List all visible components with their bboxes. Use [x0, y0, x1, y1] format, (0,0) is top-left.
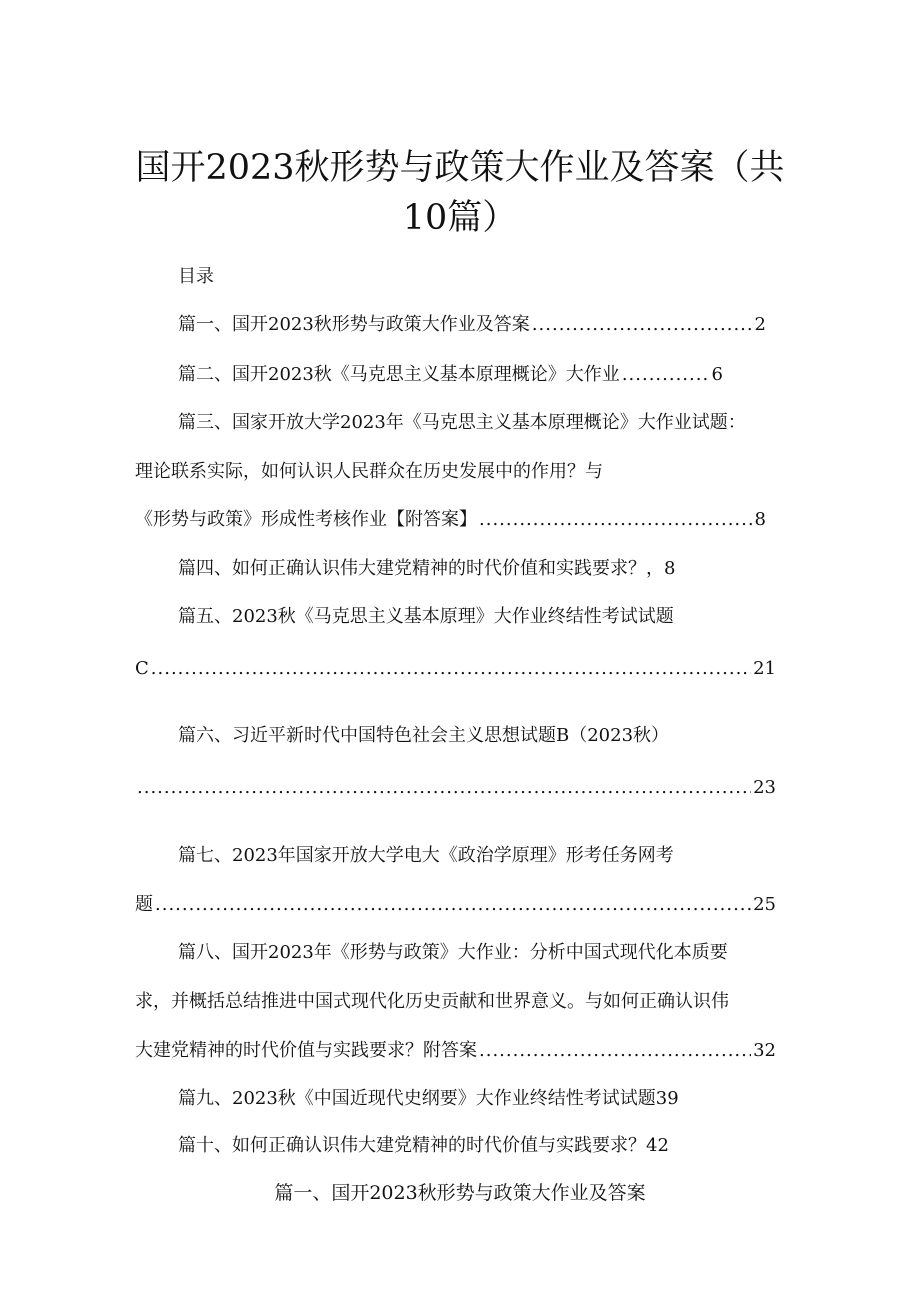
toc-entry-6-line1[interactable]: 篇六、习近平新时代中国特色社会主义思想试题B（2023秋）	[178, 725, 670, 746]
toc-entry-5-line1[interactable]: 篇五、2023秋《马克思主义基本原理》大作业终结性考试试题	[178, 606, 674, 627]
toc-entry-8-text: 大建党精神的时代价值与实践要求？附答案	[135, 1040, 477, 1061]
toc-entry-6-line2[interactable]	[135, 775, 776, 801]
toc-entry-8-page: 32	[753, 1040, 776, 1061]
toc-entry-3-page: 8	[754, 509, 766, 530]
toc-entry-1-text: 篇一、国开2023秋形势与政策大作业及答案	[178, 314, 530, 335]
toc-leader-dots	[532, 312, 753, 338]
document-title-line1: 国开2023秋形势与政策大作业及答案（共	[135, 148, 785, 188]
toc-entry-8-line2[interactable]: 求，并概括总结推进中国式现代化历史贡献和世界意义。与如何正确认识伟	[135, 991, 729, 1012]
toc-entry-3-line3[interactable]	[135, 507, 766, 533]
toc-entry-3-text: 《形势与政策》形成性考核作业【附答案】	[135, 509, 477, 530]
toc-entry-10[interactable]: 篇十、如何正确认识伟大建党精神的时代价值与实践要求？42	[178, 1135, 669, 1156]
toc-entry-2-text: 篇二、国开2023秋《马克思主义基本原理概论》大作业	[178, 364, 620, 385]
toc-leader-dots	[622, 362, 710, 388]
toc-entry-7-text: 题	[135, 894, 153, 915]
toc-leader-dots	[479, 507, 753, 533]
toc-entry-2[interactable]	[178, 362, 723, 388]
toc-entry-7-page: 25	[753, 894, 776, 915]
toc-leader-dots	[479, 1038, 751, 1064]
document-title-line2: 10篇）	[402, 198, 518, 238]
toc-entry-3-line2[interactable]: 理论联系实际，如何认识人民群众在历史发展中的作用？与	[135, 461, 603, 482]
toc-entry-4[interactable]: 篇四、如何正确认识伟大建党精神的时代价值和实践要求？，8	[178, 558, 676, 579]
toc-leader-dots	[151, 656, 751, 682]
toc-entry-3-line1[interactable]: 篇三、国家开放大学2023年《马克思主义基本原理概论》大作业试题：	[178, 412, 746, 433]
toc-leader-dots	[137, 775, 751, 801]
toc-entry-6-page: 23	[753, 777, 776, 798]
toc-heading: 目录	[178, 266, 214, 287]
toc-entry-8-line3[interactable]	[135, 1038, 776, 1064]
toc-entry-5-page: 21	[753, 658, 776, 679]
toc-entry-1[interactable]	[178, 312, 766, 338]
toc-entry-7-line1[interactable]: 篇七、2023年国家开放大学电大《政治学原理》形考任务网考	[178, 845, 674, 866]
toc-entry-8-line1[interactable]: 篇八、国开2023年《形势与政策》大作业：分析中国式现代化本质要	[178, 942, 728, 963]
toc-entry-7-line2[interactable]	[135, 892, 776, 918]
toc-leader-dots	[155, 892, 751, 918]
toc-entry-5-text: C	[135, 658, 149, 679]
toc-entry-1-page: 2	[754, 314, 766, 335]
toc-entry-9[interactable]: 篇九、2023秋《中国近现代史纲要》大作业终结性考试试题39	[178, 1088, 679, 1109]
section-heading: 篇一、国开2023秋形势与政策大作业及答案	[274, 1182, 646, 1204]
toc-entry-2-page: 6	[711, 364, 723, 385]
toc-entry-5-line2[interactable]	[135, 656, 776, 682]
